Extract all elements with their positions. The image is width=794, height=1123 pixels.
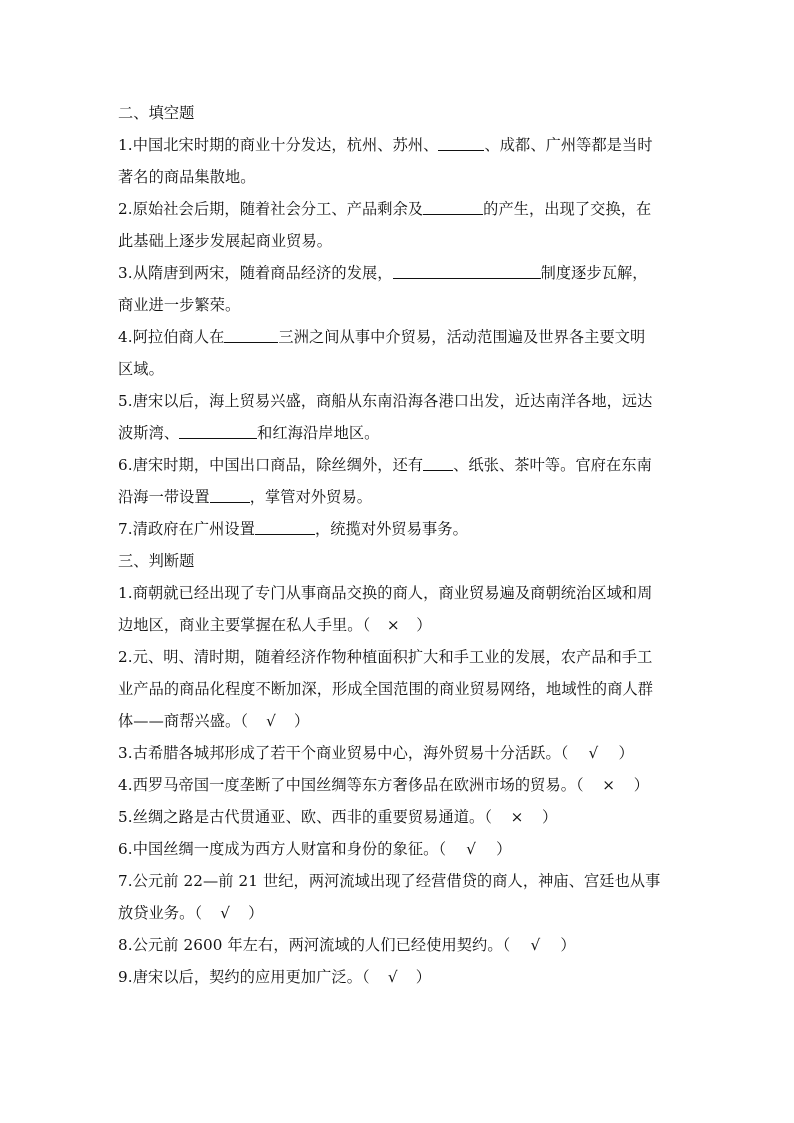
question-6-line-1: 6.唐宋时期，中国出口商品，除丝绸外，还有 、纸张、茶叶等。官府在东南	[118, 456, 652, 474]
tf-4-line-1: 4.西罗马帝国一度垄断了中国丝绸等东方奢侈品在欧洲市场的贸易。（ × ）	[118, 769, 678, 801]
tf-2-line-3: 体——商帮兴盛。（ √ ）	[118, 705, 678, 737]
tf-6-line-1: 6.中国丝绸一度成为西方人财富和身份的象征。（ √ ）	[118, 833, 678, 865]
tf-answer-mark: √	[220, 904, 231, 922]
tf-1-line-2: 边地区，商业主要掌握在私人手里。（ × ）	[118, 609, 678, 641]
answer-blank[interactable]	[210, 486, 250, 503]
question-2-line-2: 此基础上逐步发展起商业贸易。	[118, 232, 333, 250]
worksheet-content	[118, 97, 678, 993]
tf-answer-mark: ×	[602, 776, 616, 794]
question-1-line-2: 著名的商品集散地。	[118, 168, 256, 186]
question-3-line-2: 商业进一步繁荣。	[118, 296, 241, 314]
answer-blank[interactable]	[423, 198, 483, 215]
question-4-line-2: 区域。	[118, 360, 164, 378]
section-true-false-title: 三、判断题	[118, 552, 195, 570]
tf-8-line-1: 8.公元前 2600 年左右，两河流域的人们已经使用契约。（ √ ）	[118, 929, 678, 961]
tf-9-line-1: 9.唐宋以后，契约的应用更加广泛。（ √ ）	[118, 961, 678, 993]
question-7-line-1: 7.清政府在广州设置 ，统揽对外贸易事务。	[118, 520, 468, 538]
tf-answer-mark: √	[387, 968, 398, 986]
question-4-line-1: 4.阿拉伯商人在 三洲之间从事中介贸易，活动范围遍及世界各主要文明	[118, 328, 646, 346]
question-3-line-1: 3.从隋唐到两宋，随着商品经济的发展， 制度逐步瓦解，	[118, 264, 648, 282]
question-2-line-1: 2.原始社会后期，随着社会分工、产品剩余及 的产生，出现了交换，在	[118, 200, 652, 218]
tf-answer-mark: √	[266, 712, 276, 730]
question-5-line-2: 波斯湾、 和红海沿岸地区。	[118, 424, 380, 442]
tf-answer-mark: ×	[510, 808, 524, 826]
tf-2-line-2: 业产品的商品化程度不断加深，形成全国范围的商业贸易网络，地域性的商人群	[118, 680, 654, 698]
section-fill-blank-title: 二、填空题	[118, 104, 195, 122]
question-6-line-2: 沿海一带设置 ，掌管对外贸易。	[118, 488, 373, 506]
tf-3-line-1: 3.古希腊各城邦形成了若干个商业贸易中心，海外贸易十分活跃。（ √ ）	[118, 737, 678, 769]
tf-1-line-1: 1.商朝就已经出现了专门从事商品交换的商人，商业贸易遍及商朝统治区域和周	[118, 584, 653, 602]
answer-blank[interactable]	[255, 518, 315, 535]
answer-blank[interactable]	[438, 134, 484, 151]
tf-answer-mark: ×	[386, 616, 400, 634]
question-1-line-1: 1.中国北宋时期的商业十分发达，杭州、苏州、 、成都、广州等都是当时	[118, 136, 653, 154]
answer-blank[interactable]	[393, 262, 541, 279]
tf-answer-mark: √	[588, 744, 599, 762]
tf-7-line-1: 7.公元前 22—前 21 世纪，两河流域出现了经营借贷的商人，神庙、宫廷也从事	[118, 872, 661, 890]
answer-blank[interactable]	[224, 326, 278, 343]
question-5-line-1: 5.唐宋以后，海上贸易兴盛，商船从东南沿海各港口出发，近达南洋各地，远达	[118, 392, 653, 410]
tf-7-line-2: 放贷业务。（ √ ）	[118, 897, 678, 929]
tf-answer-mark: √	[466, 840, 477, 858]
answer-blank[interactable]	[179, 422, 257, 439]
tf-2-line-1: 2.元、明、清时期，随着经济作物种植面积扩大和手工业的发展，农产品和手工	[118, 648, 653, 666]
answer-blank[interactable]	[423, 454, 453, 471]
tf-5-line-1: 5.丝绸之路是古代贯通亚、欧、西非的重要贸易通道。（ × ）	[118, 801, 678, 833]
tf-answer-mark: √	[530, 936, 541, 954]
